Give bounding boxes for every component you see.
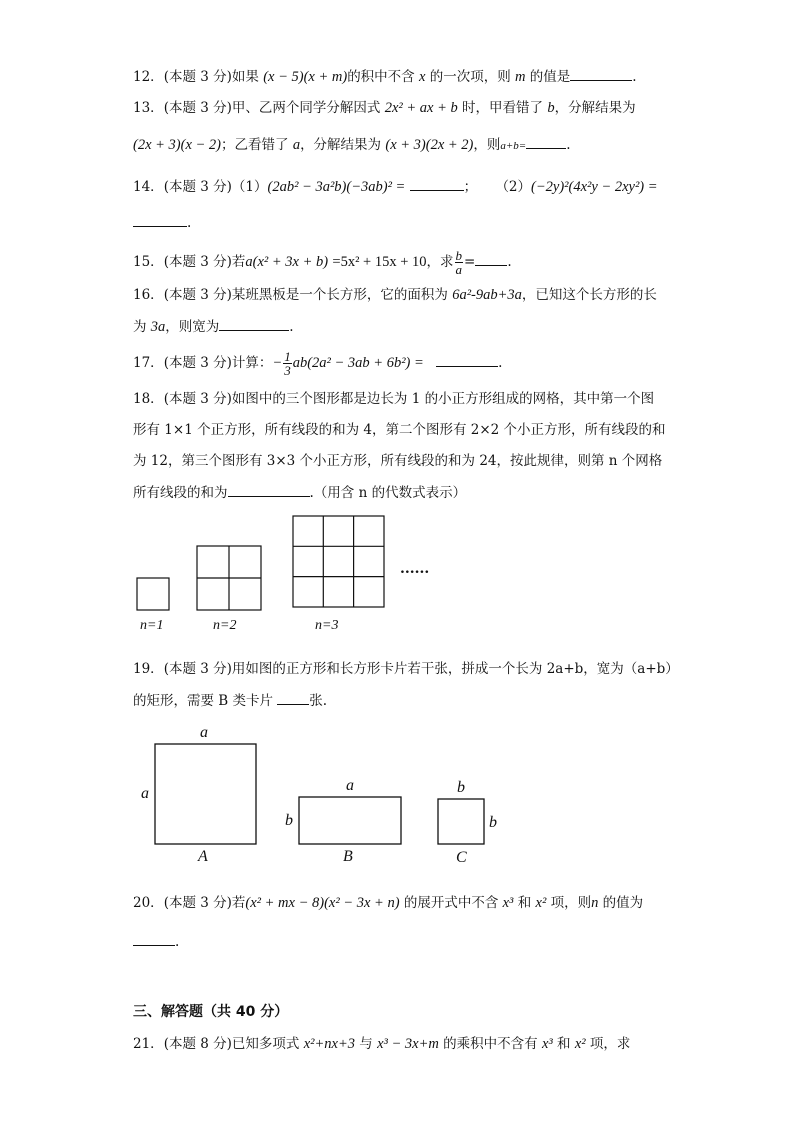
text: ，已知这个长方形的长 xyxy=(521,287,657,303)
text: = xyxy=(464,254,476,270)
text: ，分解结果为 xyxy=(300,137,386,153)
text: ，分解结果为 xyxy=(554,100,636,116)
math-expression: ab(2a² − 3ab + 6b²) = xyxy=(292,355,424,371)
fraction-denominator: a xyxy=(455,262,463,277)
question-number: 13． xyxy=(133,100,164,116)
text: 甲、乙两个同学分解因式 xyxy=(231,100,385,116)
question-number: 15． xyxy=(133,254,164,270)
text: . xyxy=(498,355,503,371)
score-tag: (本题 8 分) xyxy=(163,1036,232,1052)
text: （1） xyxy=(231,179,268,195)
math-expression: x³ xyxy=(502,895,514,911)
text: ，则宽为 xyxy=(165,319,220,335)
math-variable: a xyxy=(292,137,301,153)
math-expression: a(x² + 3x + b) xyxy=(245,254,329,270)
text: 如果 xyxy=(231,69,259,85)
ellipsis: ...... xyxy=(400,561,430,577)
text: . xyxy=(175,934,180,950)
question-number: 20． xyxy=(133,895,164,911)
question-20-line-1 xyxy=(133,893,643,913)
fraction-numerator: 1 xyxy=(284,349,291,364)
question-number: 17． xyxy=(133,355,164,371)
question-19-line-1 xyxy=(133,659,679,679)
text: 张. xyxy=(309,693,328,709)
text: 某班黑板是一个长方形，它的面积为 xyxy=(231,287,453,303)
math-expression: 3a xyxy=(150,319,166,335)
text: 的积中不含 xyxy=(347,69,419,85)
text: ，求 xyxy=(426,254,454,270)
question-number: 19． xyxy=(133,661,164,677)
math-expression: (x − 5)(x + m) xyxy=(263,69,348,85)
math-expression: x²+nx+3 xyxy=(303,1036,355,1052)
card-C-name: C xyxy=(456,849,467,866)
math-expression: x³ xyxy=(541,1036,553,1052)
text: 为 xyxy=(133,319,151,335)
question-number: 16． xyxy=(133,287,164,303)
text: 的值为 xyxy=(598,895,644,911)
math-expression: (−2y)²(4x²y − 2xy²) = xyxy=(531,179,658,195)
text: 时，甲看错了 xyxy=(457,100,548,116)
math-expression: (x + 3)(2x + 2) xyxy=(385,137,474,153)
text: . xyxy=(632,69,637,85)
math-variable: m xyxy=(515,69,526,85)
text: . xyxy=(507,254,512,270)
text: 项，求 xyxy=(585,1036,631,1052)
question-number: 18． xyxy=(133,391,164,407)
card-B-left-label: b xyxy=(285,812,293,829)
grid-label-n3: n=3 xyxy=(315,618,339,633)
math-expression: 6a²-9ab+3a xyxy=(452,287,522,303)
card-A xyxy=(155,744,256,844)
card-C-right-label: b xyxy=(489,814,497,831)
question-21 xyxy=(133,1034,630,1054)
fraction-numerator: b xyxy=(455,248,463,263)
math-expression: (2x + 3)(x − 2) xyxy=(133,137,222,153)
text: 项，则 xyxy=(546,895,592,911)
math-expression: x² xyxy=(574,1036,586,1052)
math-expression: x³ − 3x+m xyxy=(377,1036,439,1052)
text: . xyxy=(566,137,571,153)
text: . xyxy=(187,215,192,231)
text: 和 xyxy=(552,1036,575,1052)
text: 若 xyxy=(231,895,246,911)
text: 与 xyxy=(355,1036,378,1052)
card-A-name: A xyxy=(198,848,208,865)
card-B-name: B xyxy=(343,848,353,865)
question-number: 21． xyxy=(133,1036,164,1052)
score-tag: (本题 3 分) xyxy=(163,179,232,195)
text: 计算： xyxy=(231,355,273,371)
grid-figures xyxy=(137,516,384,610)
text: （2） xyxy=(495,179,532,195)
text: ； xyxy=(463,179,478,195)
math-expression: =5x² + 15x + 10 xyxy=(332,254,427,270)
text: 形有 1×1 个正方形，所有线段的和为 4，第二个图形有 2×2 个小正方形，所有线段的和 xyxy=(133,422,666,438)
answer-blank[interactable] xyxy=(277,690,309,705)
section-3-heading: 三、解答题（共 40 分） xyxy=(133,1004,289,1020)
text: ；乙看错了 xyxy=(221,137,293,153)
card-C-top-label: b xyxy=(457,779,465,796)
score-tag: (本题 3 分) xyxy=(163,287,232,303)
text: 的一次项，则 xyxy=(425,69,516,85)
score-tag: (本题 3 分) xyxy=(163,355,232,371)
text: 用如图的正方形和长方形卡片若干张，拼成一个长为 2a+b，宽为（a+b） xyxy=(231,661,679,677)
text: 的矩形，需要 B 类卡片 xyxy=(133,693,278,709)
math-expression: 2x² + ax + b xyxy=(384,100,458,116)
card-B xyxy=(299,797,401,844)
fraction-denominator: 3 xyxy=(284,363,291,378)
math-expression: (2ab² − 3a²b)(−3ab)² = xyxy=(267,179,406,195)
score-tag: (本题 3 分) xyxy=(163,100,232,116)
text: 若 xyxy=(231,254,246,270)
score-tag: (本题 3 分) xyxy=(163,69,232,85)
question-20-line-2 xyxy=(133,931,179,952)
math-expression: a+b= xyxy=(500,140,527,152)
score-tag: (本题 3 分) xyxy=(163,254,232,270)
math-variable: b xyxy=(547,100,555,116)
score-tag: (本题 3 分) xyxy=(163,391,232,407)
question-number: 12． xyxy=(133,69,164,85)
text: 已知多项式 xyxy=(231,1036,304,1052)
card-B-top-label: a xyxy=(346,777,354,794)
text: 的值是 xyxy=(525,69,571,85)
answer-blank[interactable] xyxy=(133,931,175,946)
card-A-top-label: a xyxy=(200,724,208,741)
card-C xyxy=(438,799,484,844)
text: . xyxy=(289,319,294,335)
math-expression: x² xyxy=(535,895,547,911)
text: ，则 xyxy=(473,137,501,153)
text: 如图中的三个图形都是边长为 1 的小正方形组成的网格，其中第一个图 xyxy=(231,391,655,407)
grid-n1 xyxy=(137,578,169,610)
math-variable: n xyxy=(591,895,599,911)
grid-n3 xyxy=(293,516,384,607)
text: 为 12，第三个图形有 3×3 个小正方形，所有线段的和为 24，按此规律，则第 n 个网格 xyxy=(133,453,663,469)
grid-n2 xyxy=(197,546,261,610)
question-number: 14． xyxy=(133,179,164,195)
card-figures xyxy=(155,744,484,844)
score-tag: (本题 3 分) xyxy=(163,661,232,677)
card-A-left-label: a xyxy=(141,785,149,802)
math-expression: (x² + mx − 8)(x² − 3x + n) xyxy=(245,895,400,911)
math-variable: x xyxy=(418,69,426,85)
grid-label-n1: n=1 xyxy=(140,618,164,633)
question-19-line-2 xyxy=(133,690,327,711)
text: 和 xyxy=(513,895,536,911)
text: 的展开式中不含 xyxy=(399,895,503,911)
text: 的乘积中不含有 xyxy=(438,1036,542,1052)
text: .（用含 n 的代数式表示） xyxy=(309,485,467,501)
grid-label-n2: n=2 xyxy=(213,618,237,633)
math-sign: − xyxy=(272,355,283,371)
score-tag: (本题 3 分) xyxy=(163,895,232,911)
text: 所有线段的和为 xyxy=(133,485,228,501)
